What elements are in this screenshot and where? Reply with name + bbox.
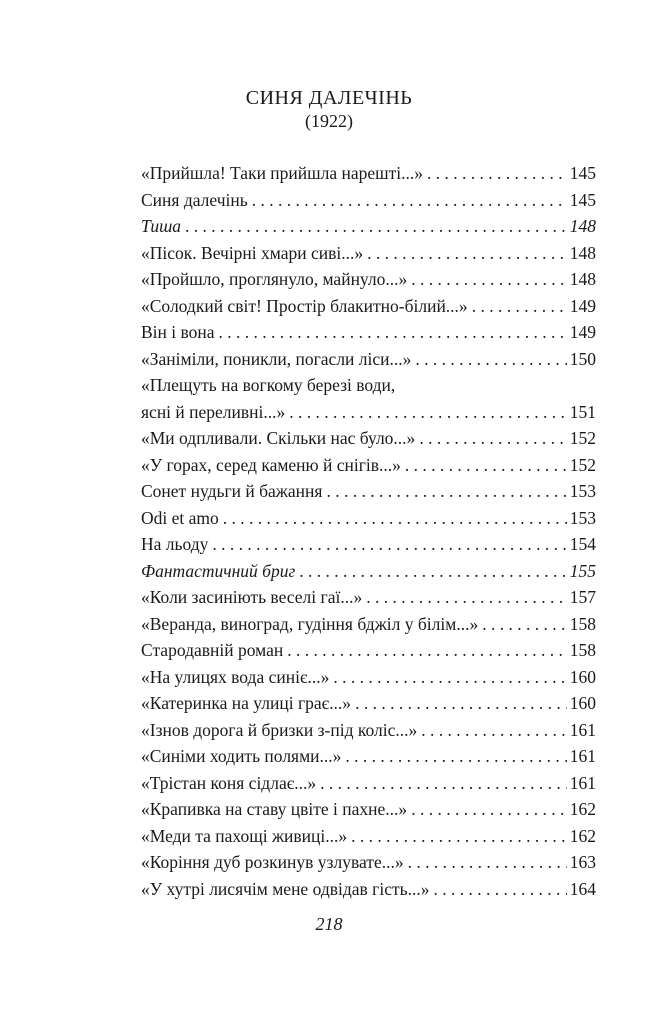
toc-entry (141, 346, 596, 373)
toc-leader-dots (472, 293, 567, 320)
toc-entry (141, 611, 596, 638)
toc-entry-title: «У горах, серед каменю й снігів...» (141, 454, 401, 475)
toc-entry-page: 148 (569, 216, 596, 236)
toc-entry (141, 240, 596, 267)
toc-entry (141, 452, 596, 479)
toc-entry-title: «Меди та пахощі живиці...» (141, 825, 348, 846)
toc-entry-page: 150 (569, 348, 596, 369)
toc-leader-dots (320, 770, 567, 797)
toc-entry-page: 145 (569, 163, 596, 183)
toc-entry-page: 157 (569, 587, 596, 607)
toc-entry-page: 164 (569, 878, 596, 899)
toc-entry-title: Стародавній роман (141, 640, 284, 660)
toc-leader-dots (482, 611, 567, 638)
toc-entry-title: «Пройшло, проглянуло, майнуло...» (141, 269, 408, 289)
toc-entry (141, 849, 596, 876)
toc-entry (141, 823, 596, 850)
toc-entry-page: 160 (569, 693, 596, 713)
toc-entry-page: 158 (569, 640, 596, 660)
toc-entry-title: Сонет нудьги й бажання (141, 481, 323, 501)
toc-entry-page: 153 (569, 507, 596, 528)
toc-entry-title: «Катеринка на улиці грає...» (141, 693, 352, 713)
toc-entry (141, 717, 596, 744)
toc-leader-dots (411, 266, 566, 293)
toc-entry-page: 153 (569, 481, 596, 501)
toc-leader-dots (419, 425, 566, 452)
toc-entry-title: Тиша (141, 216, 182, 236)
toc-leader-dots (433, 876, 566, 903)
toc-entry-title: «Коли засиніють веселі гаї...» (141, 587, 363, 607)
toc-leader-dots (299, 558, 566, 585)
toc-entry-title: «Солодкий світ! Простір блакитно-білий...» (141, 295, 468, 316)
toc-leader-dots (185, 213, 567, 240)
toc-leader-dots (415, 346, 566, 373)
toc-entry (141, 664, 596, 691)
toc-leader-dots (421, 717, 567, 744)
toc-entry (141, 293, 596, 320)
toc-leader-dots (345, 743, 566, 770)
toc-entry (141, 584, 596, 611)
toc-leader-dots (427, 160, 567, 187)
toc-leader-dots (252, 187, 567, 214)
toc-leader-dots (355, 690, 567, 717)
toc-entry-page: 160 (569, 666, 596, 687)
toc-leader-dots (212, 531, 566, 558)
toc-entry-page: 154 (569, 534, 596, 554)
toc-entry (141, 266, 596, 293)
toc-entry-title: Фантастичний бриг (141, 560, 296, 581)
toc-entry (141, 319, 596, 346)
toc-entry-title: «Крапивка на ставу цвіте і пахне...» (141, 799, 408, 819)
toc-entry-page: 162 (569, 825, 596, 846)
toc-leader-dots (333, 664, 566, 691)
toc-entry-page: 149 (569, 322, 596, 342)
page-number: 218 (315, 914, 343, 934)
toc-entry-page: 151 (569, 401, 596, 422)
toc-entry-title: ясні й переливні...» (141, 401, 286, 422)
toc-entry-page: 163 (569, 852, 596, 872)
toc-entry (141, 690, 596, 717)
toc-entry-title: На льоду (141, 534, 209, 554)
toc-entry (141, 558, 596, 585)
toc-entry (141, 743, 596, 770)
toc-entry-title: «Плещуть на вогкому березі води, (141, 375, 396, 395)
toc-leader-dots (366, 584, 567, 611)
toc-leader-dots (411, 796, 567, 823)
toc-entry-title: «Заніміли, поникли, погасли ліси...» (141, 348, 412, 369)
toc-entry-title: «Трістан коня сідлає...» (141, 772, 317, 793)
toc-entry-title: «Веранда, виноград, гудіння бджіл у білім...» (141, 613, 479, 634)
toc-leader-dots (223, 505, 567, 532)
toc-entry (141, 372, 596, 399)
toc-entry-page: 155 (569, 560, 596, 581)
toc-entry-page: 152 (569, 428, 596, 448)
toc-entry-page: 161 (569, 772, 596, 793)
toc-entry (141, 876, 596, 903)
toc-entry-title: Він і вона (141, 322, 215, 342)
section-title: СИНЯ ДАЛЕЧІНЬ (245, 87, 413, 109)
toc-entry (141, 478, 596, 505)
toc-entry-title: «Прийшла! Таки прийшла нарешті...» (141, 163, 424, 183)
toc-leader-dots (287, 637, 567, 664)
toc-leader-dots (408, 849, 567, 876)
toc-entry-title: Синя далечінь (141, 189, 248, 210)
toc-entry (141, 796, 596, 823)
toc-entry (141, 160, 596, 187)
toc-leader-dots (219, 319, 567, 346)
toc-entry (141, 770, 596, 797)
toc-entry (141, 213, 596, 240)
toc-entry (141, 505, 596, 532)
toc-entry-page: 148 (569, 269, 596, 289)
toc-entry-title: «Коріння дуб розкинув узлувате...» (141, 852, 404, 872)
toc-entry-title: Odi et amo (141, 507, 219, 528)
toc-entry-title: «Ми одпливали. Скільки нас було...» (141, 428, 416, 448)
toc-entry-page: 158 (569, 613, 596, 634)
toc-leader-dots (351, 823, 567, 850)
toc-entry-page: 161 (569, 719, 596, 740)
toc-entry-page: 149 (569, 295, 596, 316)
toc-leader-dots (289, 399, 566, 426)
toc-entry-title: «У хутрі лисячім мене одвідав гість...» (141, 878, 430, 899)
toc-entry (141, 187, 596, 214)
toc-entry (141, 425, 596, 452)
toc-leader-dots (405, 452, 567, 479)
section-year: (1922) (305, 111, 353, 131)
toc-leader-dots (326, 478, 566, 505)
toc-entry (141, 531, 596, 558)
toc-entry-title: «Ізнов дорога й бризки з-під коліс...» (141, 719, 418, 740)
toc-entry-page: 148 (569, 242, 596, 263)
table-of-contents (141, 160, 596, 902)
toc-entry-page: 145 (569, 189, 596, 210)
toc-entry (141, 399, 596, 426)
toc-entry (141, 637, 596, 664)
toc-entry-page: 162 (569, 799, 596, 819)
toc-leader-dots (367, 240, 567, 267)
toc-entry-page: 152 (569, 454, 596, 475)
toc-entry-title: «Пісок. Вечірні хмари сиві...» (141, 242, 364, 263)
toc-entry-title: «Синіми ходить полями...» (141, 746, 342, 766)
toc-entry-title: «На улицях вода синіє...» (141, 666, 330, 687)
toc-entry-page: 161 (569, 746, 596, 766)
